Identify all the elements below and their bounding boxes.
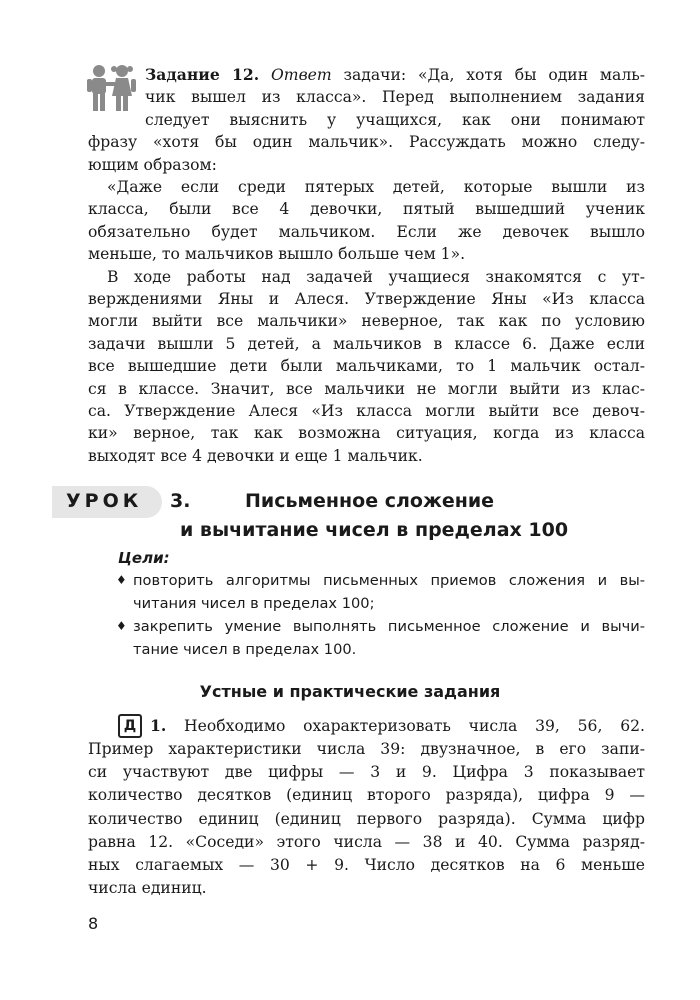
task12-line: выходят все 4 девочки и еще 1 мальчик. [88,447,423,465]
task12-line: все вышедшие дети были мальчиками, то 1 мальчик остал- [88,357,645,375]
section-line: числа единиц. [88,879,207,897]
section-heading: Устные и практические задания [199,682,501,701]
task12-line: «Даже если среди пятерых детей, которые вышли из [107,178,645,196]
task12-line: В ходе работы над задачей учащиеся знакомятся с ут- [107,268,645,286]
text: Необходимо охарактеризовать числа 39, 56, 62. [166,717,645,735]
task12-line: фразу «хотя бы один мальчик». Рассуждать можно следу- [88,133,645,151]
task12-line: класса, были все 4 девочки, пятый вышедший ученик [88,200,645,218]
section-line: количество единиц (единиц первого разряда). Сумма цифр [88,810,645,828]
lesson-title-line1: Письменное сложение [245,490,495,512]
goal-line: закрепить умение выполнять письменное сложение и вычи- [133,618,645,635]
section-line [150,715,645,737]
section-line: Пример характеристики числа 39: двузначное, в его запи- [88,740,645,758]
goal-line: тание чисел в пределах 100. [133,641,357,658]
lesson-number: 3. [170,490,191,512]
task12-line: могли выйти все мальчики» неверное, так как по условию [88,312,645,330]
task12-line: следует выяснить у учащихся, как они понимают [145,111,645,129]
task12-line [145,64,645,86]
boy-and-girl-icon [86,64,138,112]
task-label: Задание 12. [145,65,260,84]
task12-line: ки» верное, так как возможна ситуация, когда из класса [88,424,645,442]
bullet-icon: ♦ [116,573,127,587]
lesson-word: УРОК [66,490,143,512]
task12-line: обязательно будет мальчиком. Если же девочек вышло [88,223,645,241]
lesson-title-line2: и вычитание чисел в пределах 100 [180,519,569,541]
task12-line: са. Утверждение Алеся «Из класса могли выйти все девоч- [88,402,645,420]
bullet-icon: ♦ [116,619,127,633]
answer-word: Ответ [271,66,332,84]
section-line: ных слагаемых — 30 + 9. Число десятков на 6 меньше [88,856,645,874]
task12-line: ся в классе. Значит, все мальчики не могли выйти из клас- [88,380,645,398]
section-line: равна 12. «Соседи» этого числа — 38 и 40. Сумма разряд- [88,833,645,851]
task12-line: чик вышел из класса». Перед выполнением задания [145,88,645,106]
task-badge: Д [118,714,142,738]
section-line: си участвуют две цифры — 3 и 9. Цифра 3 показывает [88,763,645,781]
item-number: 1. [150,716,167,735]
goal-line: читания чисел в пределах 100; [133,595,375,612]
task12-line: задачи вышли 5 детей, а мальчиков в классе 6. Даже если [88,335,645,353]
goal-line: повторить алгоритмы письменных приемов сложения и вы- [133,572,645,589]
section-line: количество десятков (единиц второго разряда), цифра 9 — [88,786,645,804]
task12-line: меньше, то мальчиков вышло больше чем 1». [88,245,466,263]
goals-heading: Цели: [118,549,170,567]
text: задачи: «Да, хотя бы один маль- [331,66,645,84]
page-number: 8 [88,914,99,933]
task12-line: ющим образом: [88,156,217,174]
task12-line: верждениями Яны и Алеся. Утверждение Яны «Из класса [88,290,645,308]
